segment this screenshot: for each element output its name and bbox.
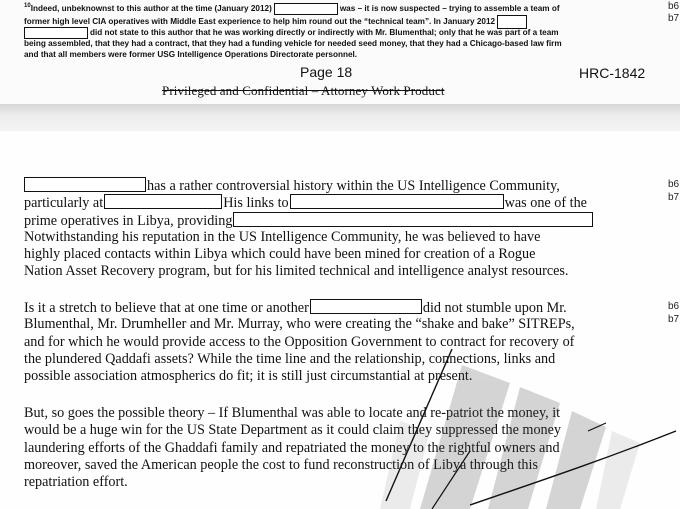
paragraph-text: laundering efforts of the Ghaddafi family and repatriated the money to the rightful owners and [24,439,560,456]
paragraph-text: Notwithstanding his reputation in the US Intelligence Community, he was believed to have [24,228,541,245]
paragraph-text: possible association atmospherics do fit; it is still just circumstantial at present. [24,368,473,385]
exemption-code: b6 [668,1,680,12]
previous-page-fragment [0,0,680,104]
footnote-text: Indeed, unbeknownst to this author at the time (January 2012) [30,4,272,14]
paragraph-text: highly placed contacts within Libya which could have been mined for creation of a Rogue [24,246,536,263]
paragraph-text: would be a huge win for the US State Department as it could claim they suppressed the money [24,422,562,439]
paragraph-text: the plundered Qaddafi assets? While the time line and the relationship, connections, links and [24,350,556,367]
footnote-text: former high level CIA operatives with Middle East experience to help him round out the “technical team”. In January 2012 [24,17,496,27]
paragraph-text: But, so goes the possible theory – If Blumenthal was able to locate and re-patriot the money, it [24,405,561,421]
exemption-code: b6 [668,301,680,312]
paragraph-text: did not stumble upon Mr. [422,300,567,316]
exemption-code: b7 [668,192,680,203]
footnote-line-3 [24,27,636,39]
paragraph-text: Is it a stretch to believe that at one time or another [24,300,309,316]
footnote-text: was – it is now suspected – trying to assemble a team of [339,4,560,14]
exemption-code: b6 [668,179,680,190]
current-page-fragment [0,131,680,509]
paragraph-text: has a rather controversial history within the US Intelligence Community, [147,178,560,194]
paragraph-text: His links to [223,195,289,212]
paragraph-text: and for which he would provide access to the Opposition Government to contract for recovery of [24,333,575,350]
exemption-code: b7 [668,314,680,325]
confidential-notice: Privileged and Confidential – Attorney Work Product [162,83,445,98]
redaction-box [274,3,338,15]
page-gap [0,104,680,131]
paragraph-text: Blumenthal, Mr. Drumheller and Mr. Murray, who were creating the “shake and bake” SITREPs, [24,316,575,333]
paragraph-text: repatriation effort. [24,474,128,491]
exemption-code: b7 [668,13,680,24]
footnote-line-5: and that all members were former USG Intelligence Operations Directorate personnel. [24,50,358,59]
document-id: HRC-1842 [579,65,646,81]
redaction-box [24,27,88,39]
page-number: Page 18 [300,64,353,80]
paragraph-text: moreover, saved the American people the cost to fund reconstruction of Libya through this [24,456,538,473]
watermark-stamp [0,131,680,509]
footnote-line-4: being assembled, that they had a contract, that they had a funding vehicle for needed seed money, that they had a Chicago-based law firm [24,39,562,48]
paragraph-text: was one of the [504,195,587,212]
footnote-text: did not state to this author that he was working directly or indirectly with Mr. Blumenthal; only that he was part of a team [90,28,559,38]
paragraph-text: particularly at [24,195,104,212]
paragraph-text: prime operatives in Libya, providing [24,212,233,229]
footnote-number: 10 [24,3,31,9]
paragraph-text: Nation Asset Recovery program, but for his limited technical and intelligence analyst resources. [24,263,569,280]
footnote-line-1 [24,3,636,15]
